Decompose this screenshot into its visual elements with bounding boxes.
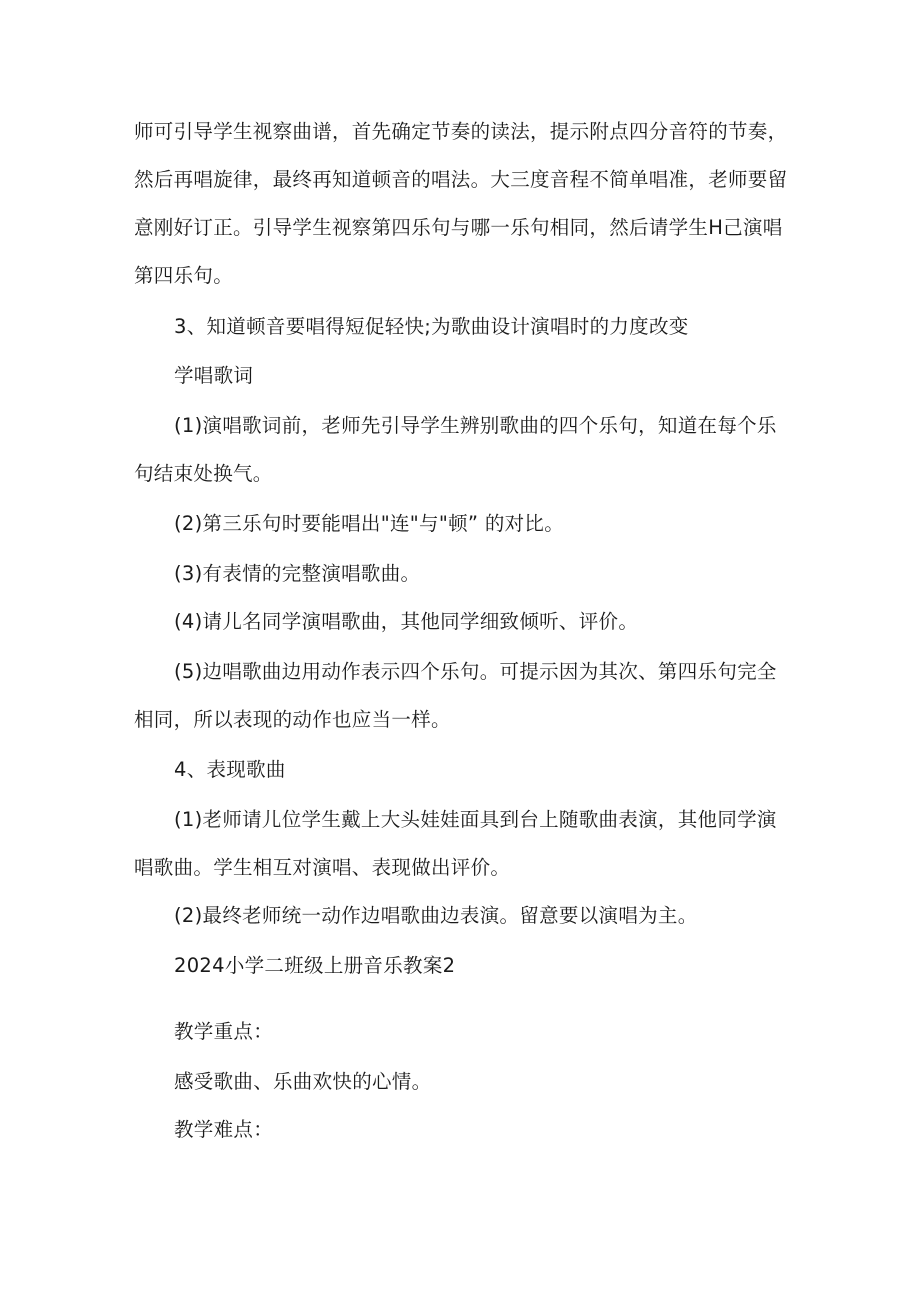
paragraph-line: 意刚好订正。引导学生视察第四乐句与哪一乐句相同，然后请学生H己演唱 (134, 216, 783, 239)
list-item: (5)边唱歌曲边用动作表示四个乐句。可提示因为其次、第四乐句完全 (174, 660, 777, 683)
section-heading: 教学难点： (174, 1118, 274, 1141)
document-title: 2024小学二班级上册音乐教案2 (174, 954, 456, 977)
list-item-continuation: 唱歌曲。学生相互对演唱、表现做出评价。 (134, 856, 511, 879)
section-heading: 3、知道顿音要唱得短促轻快;为歌曲设计演唱时的力度改变 (174, 315, 689, 338)
list-item: (2)最终老师统一动作边唱歌曲边表演。留意要以演唱为主。 (174, 904, 698, 927)
paragraph-line: 师可引导学生视察曲谱，首先确定节奏的读法，提示附点四分音符的节奏， (134, 120, 788, 143)
paragraph-line: 感受歌曲、乐曲欢快的心情。 (174, 1070, 432, 1093)
list-item-continuation: 相同，所以表现的动作也应当一样。 (134, 708, 451, 731)
paragraph-line: 然后再唱旋律，最终再知道顿音的唱法。大三度音程不简单唱准，老师要留 (134, 168, 788, 191)
list-item: (4)请儿名同学演唱歌曲，其他同学细致倾听、评价。 (174, 610, 639, 633)
section-heading: 4、表现歌曲 (174, 758, 286, 781)
section-heading: 教学重点： (174, 1020, 274, 1043)
list-item: (3)有表情的完整演唱歌曲。 (174, 562, 421, 585)
paragraph-line: 第四乐句。 (134, 264, 234, 287)
list-item: (2)第三乐句时要能唱出"连"与"顿” 的对比。 (174, 512, 565, 535)
list-item-continuation: 句结束处换气。 (134, 462, 273, 485)
section-heading: 学唱歌词 (174, 364, 254, 387)
list-item: (1)老师请儿位学生戴上大头娃娃面具到台上随歌曲表演，其他同学演 (174, 808, 777, 831)
list-item: (1)演唱歌词前，老师先引导学生辨别歌曲的四个乐句，知道在每个乐 (174, 414, 777, 437)
